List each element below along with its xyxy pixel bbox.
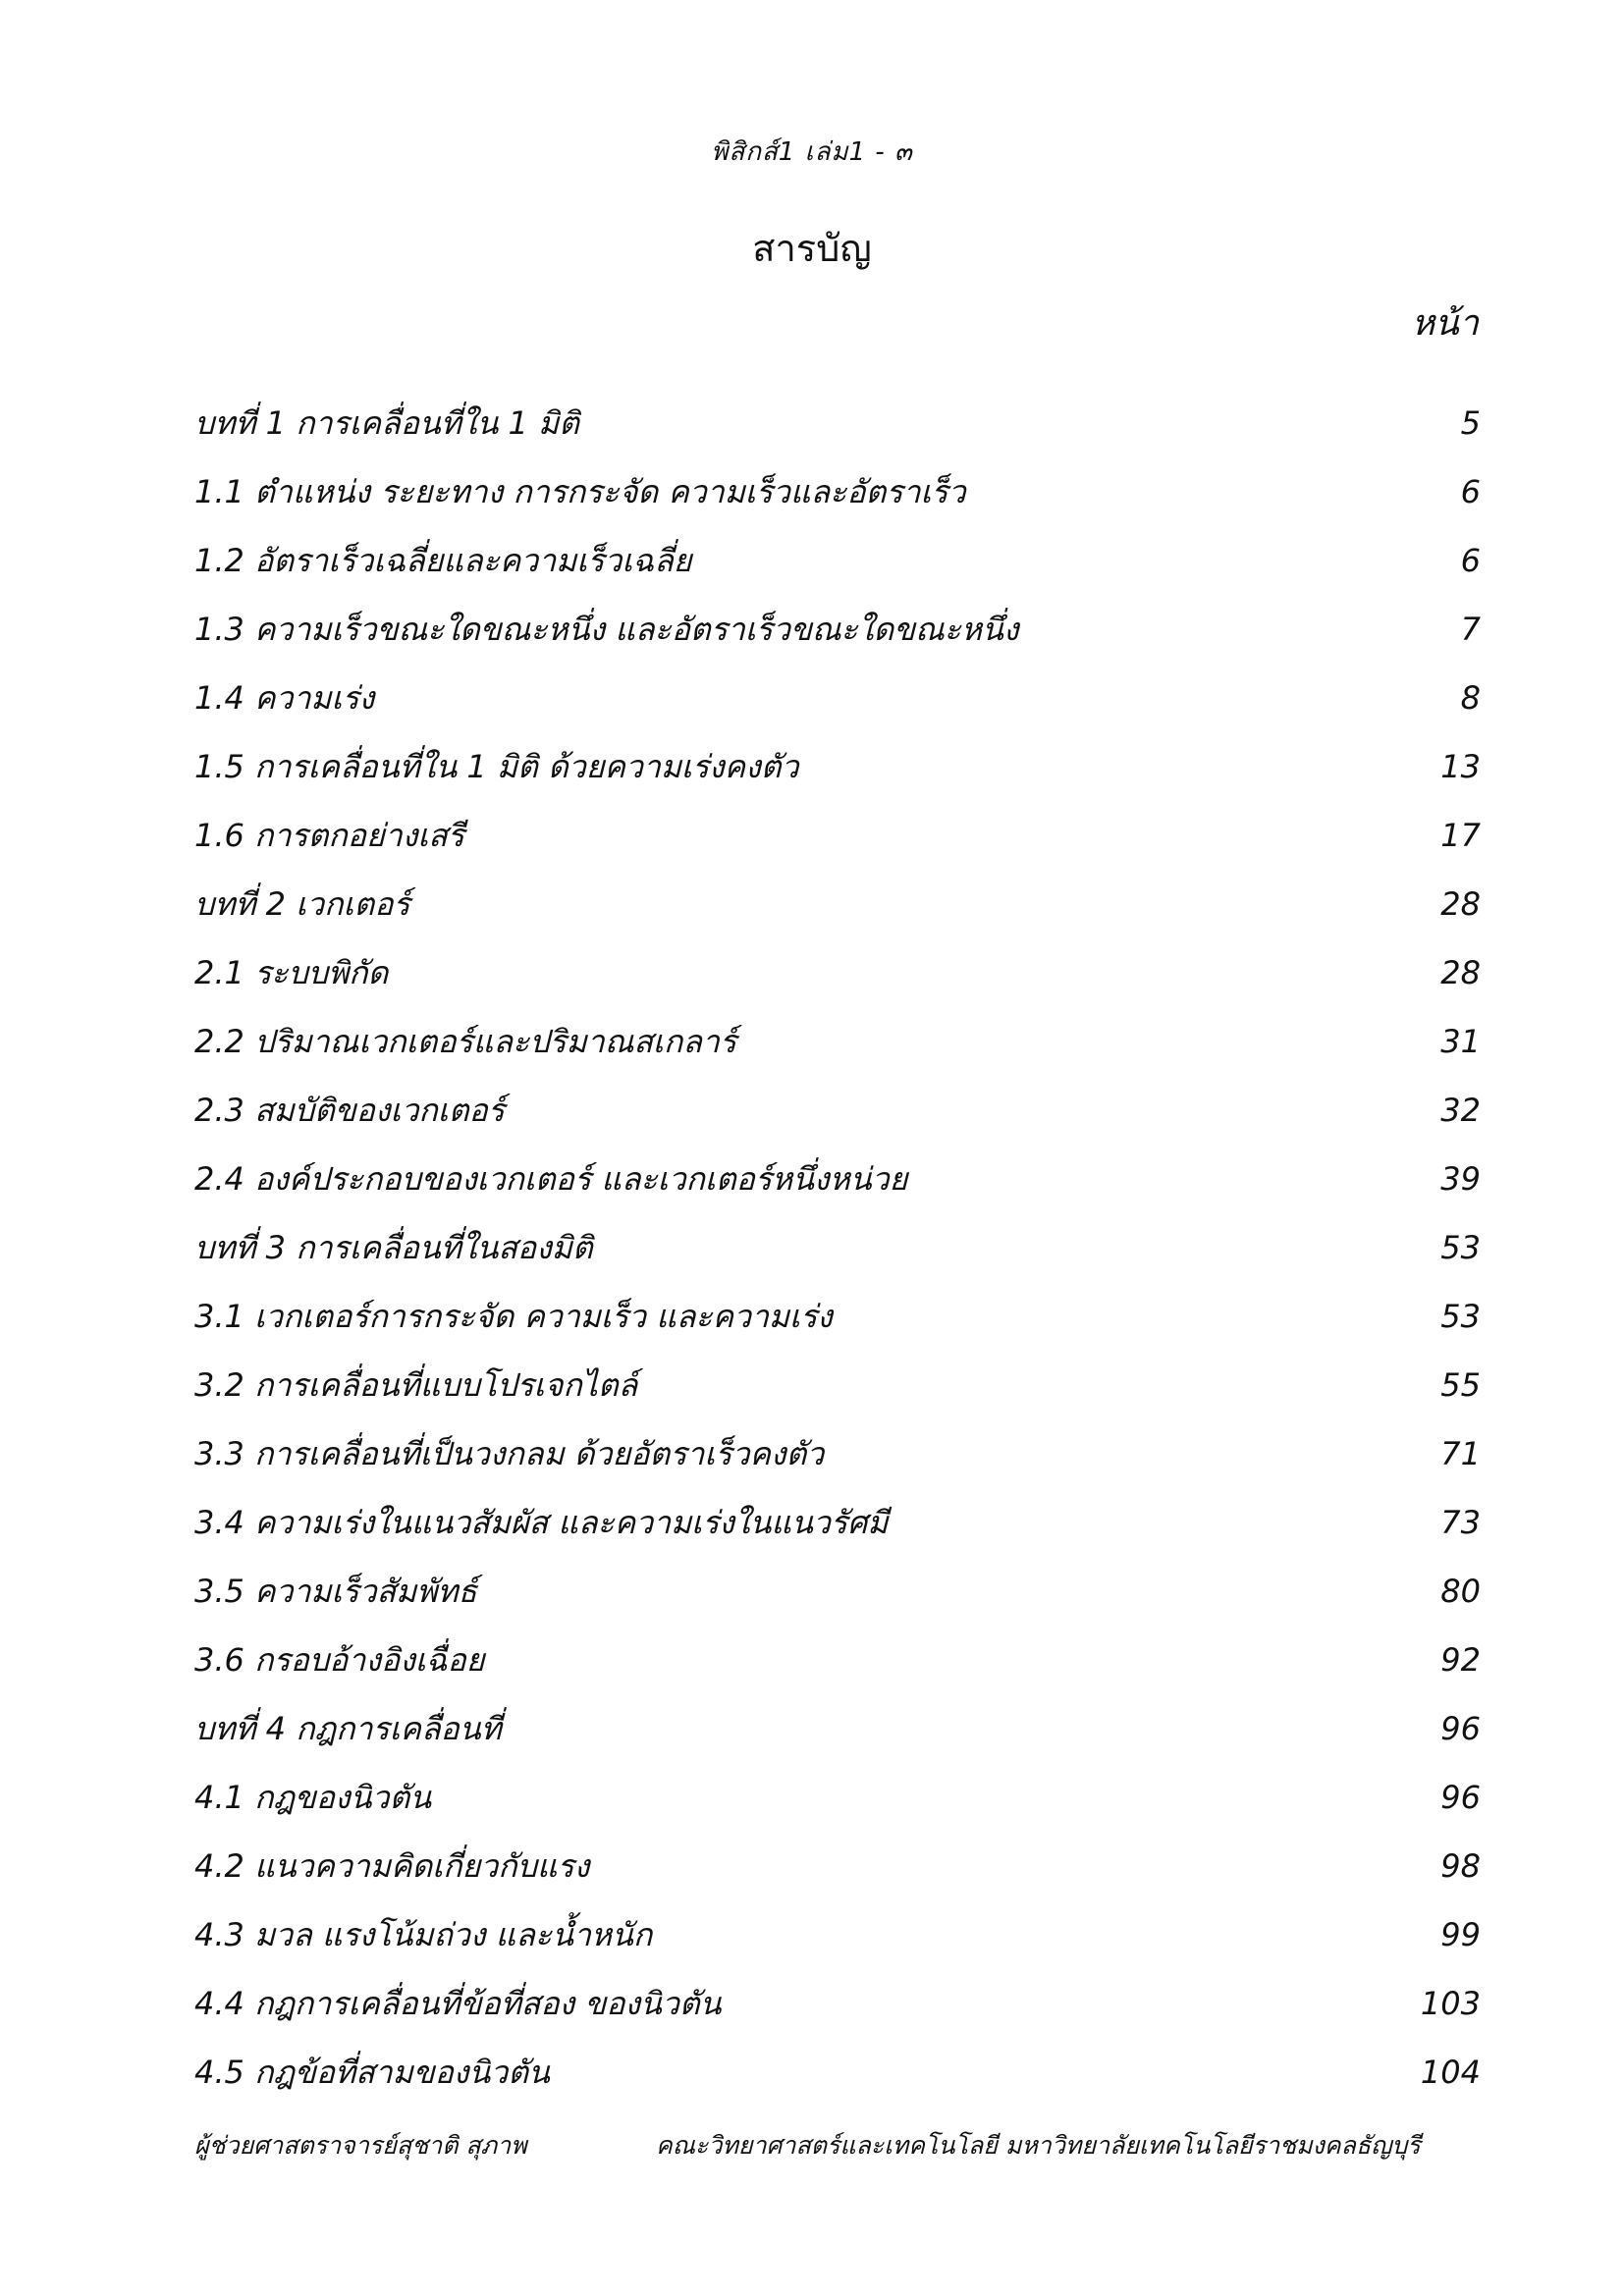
toc-entry[interactable] [194, 399, 1481, 467]
toc-entry-label: 2.2 ปริมาณเวกเตอร์และปริมาณสเกลาร์ [194, 1023, 736, 1060]
page-column-label: หน้า [1411, 303, 1479, 344]
toc-entry-label: 4.3 มวล แรงโน้มถ่วง และน้ำหนัก [194, 1916, 653, 1953]
toc-entry-page: 99 [1440, 1916, 1481, 1953]
toc-entry-page: 71 [1440, 1435, 1481, 1472]
toc-entry-label: บทที่ 4 กฎการเคลื่อนที่ [194, 1710, 502, 1747]
footer-institution: คณะวิทยาศาสตร์และเทคโนโลยี มหาวิทยาลัยเทคโนโลยีราชมงคลธัญบุรี [656, 2131, 1421, 2160]
toc-entry-label: 1.5 การเคลื่อนที่ใน 1 มิติ ด้วยความเร่งคงตัว [194, 748, 799, 785]
toc-entry[interactable] [194, 1361, 1481, 1429]
toc-entry-label: 3.2 การเคลื่อนที่แบบโปรเจกไตล์ [194, 1366, 638, 1404]
toc-entry-label: 3.1 เวกเตอร์การกระจัด ความเร็ว และความเร่ง [194, 1298, 833, 1335]
toc-entry[interactable] [194, 1498, 1481, 1567]
toc-entry-label: 2.4 องค์ประกอบของเวกเตอร์ และเวกเตอร์หนึ่งหน่วย [194, 1160, 908, 1198]
toc-entry[interactable] [194, 536, 1481, 605]
toc-entry[interactable] [194, 1773, 1481, 1842]
toc-entry-label: บทที่ 1 การเคลื่อนที่ใน 1 มิติ [194, 404, 579, 442]
toc-entry-page: 98 [1440, 1847, 1481, 1885]
toc-entry-page: 5 [1460, 404, 1481, 442]
toc-entry[interactable] [194, 1567, 1481, 1635]
toc-entry-label: 3.4 ความเร่งในแนวสัมผัส และความเร่งในแนวรัศมี [194, 1504, 889, 1541]
toc-entry-page: 31 [1440, 1023, 1481, 1060]
toc-entry-page: 55 [1440, 1366, 1481, 1404]
toc-entry[interactable] [194, 1017, 1481, 1086]
toc-entry[interactable] [194, 1086, 1481, 1154]
toc-entry-page: 53 [1440, 1298, 1481, 1335]
toc-entry[interactable] [194, 811, 1481, 880]
toc-entry-page: 32 [1440, 1092, 1481, 1129]
toc-entry-label: 2.3 สมบัติของเวกเตอร์ [194, 1092, 505, 1129]
toc-entry[interactable] [194, 673, 1481, 742]
toc-entry-page: 28 [1440, 885, 1481, 923]
toc-entry-label: 2.1 ระบบพิกัด [194, 954, 389, 991]
toc-entry[interactable] [194, 1223, 1481, 1292]
toc-entry[interactable] [194, 1429, 1481, 1498]
toc-entry-label: 1.6 การตกอย่างเสรี [194, 817, 464, 854]
toc-entry[interactable] [194, 1635, 1481, 1704]
toc-entry-page: 6 [1460, 542, 1481, 579]
toc-entry[interactable] [194, 880, 1481, 948]
toc-entry-label: 3.3 การเคลื่อนที่เป็นวงกลม ด้วยอัตราเร็วคงตัว [194, 1435, 825, 1472]
toc-entry-page: 80 [1440, 1573, 1481, 1610]
toc-entry-page: 104 [1420, 2054, 1481, 2091]
toc-entry-label: 4.2 แนวความคิดเกี่ยวกับแรง [194, 1847, 590, 1885]
toc-entry[interactable] [194, 948, 1481, 1017]
toc-entry-label: 4.4 กฎการเคลื่อนที่ข้อที่สอง ของนิวตัน [194, 1985, 722, 2022]
page-title: สารบัญ [752, 227, 872, 270]
toc-entry-page: 92 [1440, 1641, 1481, 1679]
toc-entry-label: บทที่ 2 เวกเตอร์ [194, 885, 410, 923]
toc-entry-label: 1.1 ตำแหน่ง ระยะทาง การกระจัด ความเร็วและอัตราเร็ว [194, 473, 966, 510]
toc-entry[interactable] [194, 1979, 1481, 2048]
toc-entry[interactable] [194, 605, 1481, 673]
toc-entry-label: บทที่ 3 การเคลื่อนที่ในสองมิติ [194, 1229, 593, 1266]
toc-entry-page: 53 [1440, 1229, 1481, 1266]
toc-entry-page: 73 [1440, 1504, 1481, 1541]
toc-entry[interactable] [194, 467, 1481, 536]
toc-entry-page: 96 [1440, 1710, 1481, 1747]
toc-entry-page: 39 [1440, 1160, 1481, 1198]
toc-entry-page: 6 [1460, 473, 1481, 510]
table-of-contents [194, 399, 1481, 2116]
page-header: พิสิกส์1 เล่ม1 - ๓ [711, 137, 913, 167]
toc-entry-label: 1.3 ความเร็วขณะใดขณะหนึ่ง และอัตราเร็วขณะใดขณะหนึ่ง [194, 611, 1019, 648]
toc-entry-label: 1.4 ความเร่ง [194, 679, 375, 717]
footer-author: ผู้ช่วยศาสตราจารย์สุชาติ สุภาพ [194, 2131, 527, 2160]
toc-entry[interactable] [194, 1704, 1481, 1773]
toc-entry-label: 3.6 กรอบอ้างอิงเฉื่อย [194, 1641, 485, 1679]
toc-entry-page: 103 [1420, 1985, 1481, 2022]
toc-entry[interactable] [194, 1910, 1481, 1979]
toc-entry-page: 13 [1440, 748, 1481, 785]
toc-entry[interactable] [194, 1154, 1481, 1223]
toc-entry-label: 4.1 กฎของนิวตัน [194, 1779, 432, 1816]
toc-entry[interactable] [194, 742, 1481, 811]
toc-entry-label: 1.2 อัตราเร็วเฉลี่ยและความเร็วเฉลี่ย [194, 542, 692, 579]
toc-entry-label: 4.5 กฎข้อที่สามของนิวตัน [194, 2054, 550, 2091]
toc-entry-page: 17 [1440, 817, 1481, 854]
toc-entry[interactable] [194, 2048, 1481, 2116]
toc-entry-page: 96 [1440, 1779, 1481, 1816]
toc-entry-page: 8 [1460, 679, 1481, 717]
toc-entry-page: 7 [1460, 611, 1481, 648]
toc-entry[interactable] [194, 1842, 1481, 1910]
toc-entry-page: 28 [1440, 954, 1481, 991]
toc-entry-label: 3.5 ความเร็วสัมพัทธ์ [194, 1573, 477, 1610]
toc-entry[interactable] [194, 1292, 1481, 1361]
